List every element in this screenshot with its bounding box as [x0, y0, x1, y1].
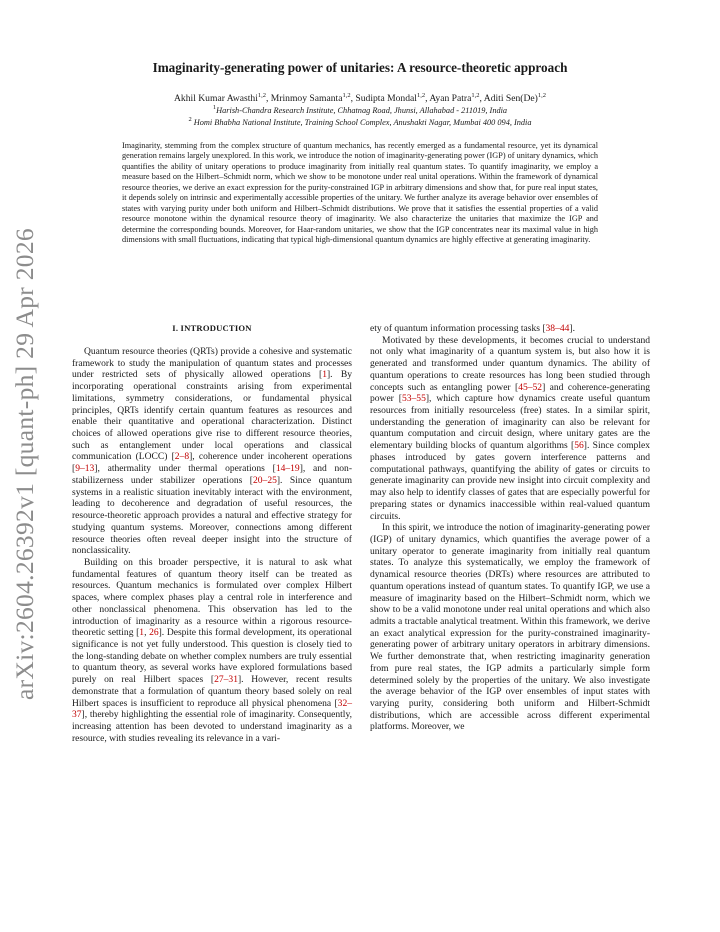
paragraph: In this spirit, we introduce the notion of imaginarity-generating power (IGP) of unitary dynamics, which quantifies the average power of a unitary operator to generate imaginarity from initially real quantum states. To analyze this systematically, we employ the framework of dynamical resource theories (DRTs) where resources are attributed to quantum operations instead of quantum states. To quantify IGP, we use a measure of imaginarity based on the Hilbert–Schmidt norm, which we show to be a valid monotone under real unital operations and which also admits a tractable analytical treatment. Within this framework, we derive an exact analytical expression for the purity-constrained imaginarity-generating power of arbitrary unitary operators in arbitrary dimensions. We further demonstrate that, when restricting imaginarity generation from pure real states, the IGP admits a particularly simple form determined solely by the properties of the unitary. We also investigate the average behavior of the IGP over ensembles of input states with varying purity, considering both uniform and Hilbert-Schmidt distributions, which are accessible across different experimental platforms. Moreover, we: [370, 522, 650, 733]
affiliation-text: Harish-Chandra Research Institute, Chhatnag Road, Jhunsi, Allahabad - 211019, India: [216, 105, 508, 115]
paragraph: Motivated by these developments, it becomes crucial to understand not only what imaginarity of a quantum system is, but also how it is generated and transformed under quantum dynamics. The ability of quantum operations to create resources has long been studied through concepts such as entangling power [45–52] and coherence-generating power [53–55], which capture how dynamics create useful quantum resources from initially resourceless (free) states. In a similar spirit, understanding the generation of imaginarity can also be relevant for quantum computation and circuit design, where unitary gates are the elementary building blocks of quantum algorithms [56]. Since complex phases introduced by gates govern interference patterns and computational pathways, quantifying the ability of gates or circuits to generate imaginarity can provide new insight into circuit complexity and may also help to identify classes of gates that are especially powerful for preparing states or dynamics inaccessible within real-valued quantum circuits.: [370, 334, 650, 522]
citation-link[interactable]: 1: [322, 369, 327, 381]
left-column: [72, 323, 352, 744]
citation-link[interactable]: 27–31: [214, 674, 238, 686]
citation-link[interactable]: 2–8: [174, 451, 190, 463]
affiliation-number: 1: [212, 104, 217, 111]
paragraph: ety of quantum information processing tasks [38–44].: [370, 323, 575, 334]
author-affiliation-mark: 1,2: [537, 92, 546, 99]
author-name: Aditi Sen(De): [483, 93, 538, 105]
author-list: Akhil Kumar Awasthi$^{1,2}$, Mrinmoy Samanta$^{1,2}$, Sudipta Mondal$^{1,2}$, Ayan Patra$^{1,2}$, Aditi $Sen(De)^{1,2}$: [174, 92, 546, 105]
author-name: Sudipta Mondal: [355, 93, 417, 105]
citation-link[interactable]: 20–25: [253, 474, 277, 486]
author-affiliation-mark: 1,2: [416, 92, 426, 99]
citation-link[interactable]: 45–52: [518, 381, 543, 393]
paragraph: Building on this broader perspective, it is natural to ask what fundamental features of quantum theory itself can be treated as resources. Quantum mechanics is formulated over complex Hilbert spaces, where complex phases play a central role in interference and other nonclassical phenomena. This observation has led to the introduction of imaginarity as a resource within a rigorous resource-theoretic setting [1, 26]. Despite this formal development, its operational significance is not yet fully understood. This question is closely tied to the long-standing debate on whether complex numbers are truly essential to quantum theory, as several works have explored formulations based purely on real Hilbert spaces [27–31]. However, recent results demonstrate that a formulation of quantum theory based solely on real Hilbert spaces is insufficient to reproduce all physical phenomena [32–37], thereby highlighting the essential role of imaginarity. Consequently, increasing attention has been devoted to understand imaginarity as a resource, with studies revealing its relevance in a vari-: [72, 556, 352, 744]
paper-title: Imaginarity-generating power of unitaries: A resource-theoretic approach: [152, 60, 568, 75]
affiliation-number: 2: [188, 116, 192, 123]
affiliation-1: [80, 104, 640, 115]
citation-link[interactable]: 53–55: [401, 393, 426, 405]
citation-link[interactable]: 1: [139, 627, 145, 639]
citation-link[interactable]: 56: [574, 440, 584, 452]
author-affiliation-mark: 1,2: [342, 92, 351, 99]
citation-link[interactable]: 26: [149, 627, 159, 639]
right-column: [370, 323, 650, 733]
abstract: Imaginarity, stemming from the complex structure of quantum mechanics, has recently emerged as a fundamental resource, yet its dynamical generation remains largely unexplored. In this work, we introduce the notion of imaginarity-generating power (IGP) of unitary dynamics, which quantifies the ability of unitary operations to produce imaginarity from initially real quantum states. To quantify imaginarity, we employ a measure based on the Hilbert–Schmidt norm, which we show to be monotone under real unital operations. Within the framework of dynamical resource theories, we derive an exact expression for the purity-constrained IGP in arbitrary dimensions and show that, for pure real input states, it depends solely on intrinsic and experimentally accessible properties of the unitary. We further analyze its average behavior over ensembles of states with varying purity under both uniform and Hilbert–Schmidt distributions. We prove that it satisfies the essential properties of a valid resource monotone within the dynamical resource theory of imaginarity. We also characterize the unitaries that maximize the IGP and determine the corresponding bounds. Moreover, for Haar-random unitaries, we show that the IGP concentrates near its maximal value in high dimensions with small fluctuations, indicating that typical high-dimensional quantum dynamics are highly effective at generating imaginarity.: [122, 141, 598, 245]
author-name: Ayan Patra: [429, 93, 472, 105]
paragraph: Quantum resource theories (QRTs) provide a cohesive and systematic framework to study the manipulation of quantum states and processes under restricted sets of physically allowed operations [1]. By incorporating operational constraints arising from experimental limitations, symmetry considerations, or fundamental physical principles, QRTs identify certain quantum features as resources and enable their quantitative and operational characterization. Distinct choices of allowed operations give rise to different resource theories, such as entanglement under local operations and classical communication (LOCC) [2–8], coherence under incoherent operations [9–13], athermality under thermal operations [14–19], and non-stabilizerness under stabilizer operations [20–25]. Since quantum systems in a realistic situation inevitably interact with the environment, leading to decoherence and degradation of useful resources, the resource-theoretic approach provides a natural and effective strategy for studying quantum systems. Moreover, connections among different resource theories often reveal deeper insight into the structure of nonclassicality.: [72, 346, 353, 557]
affiliation-text: Homi Bhabha National Institute, Training School Complex, Anushakti Nagar, Mumbai 400 094, India: [193, 117, 532, 127]
arxiv-identifier-stamp: arXiv:2604.26392v1 [quant-ph] 29 Apr 2026: [10, 228, 39, 700]
author-affiliation-mark: 1,2: [471, 92, 480, 99]
author-affiliation-mark: 1,2: [257, 92, 266, 99]
citation-link[interactable]: 9–13: [75, 463, 95, 475]
citation-link[interactable]: 32–37: [72, 697, 352, 721]
section-heading: I. INTRODUCTION: [172, 323, 252, 333]
author-name: Mrinmoy Samanta: [270, 93, 343, 105]
author-name: Akhil Kumar Awasthi: [174, 93, 258, 105]
affiliation-2: [80, 116, 640, 127]
citation-link[interactable]: 38–44: [545, 323, 570, 334]
citation-link[interactable]: 14–19: [275, 463, 300, 475]
